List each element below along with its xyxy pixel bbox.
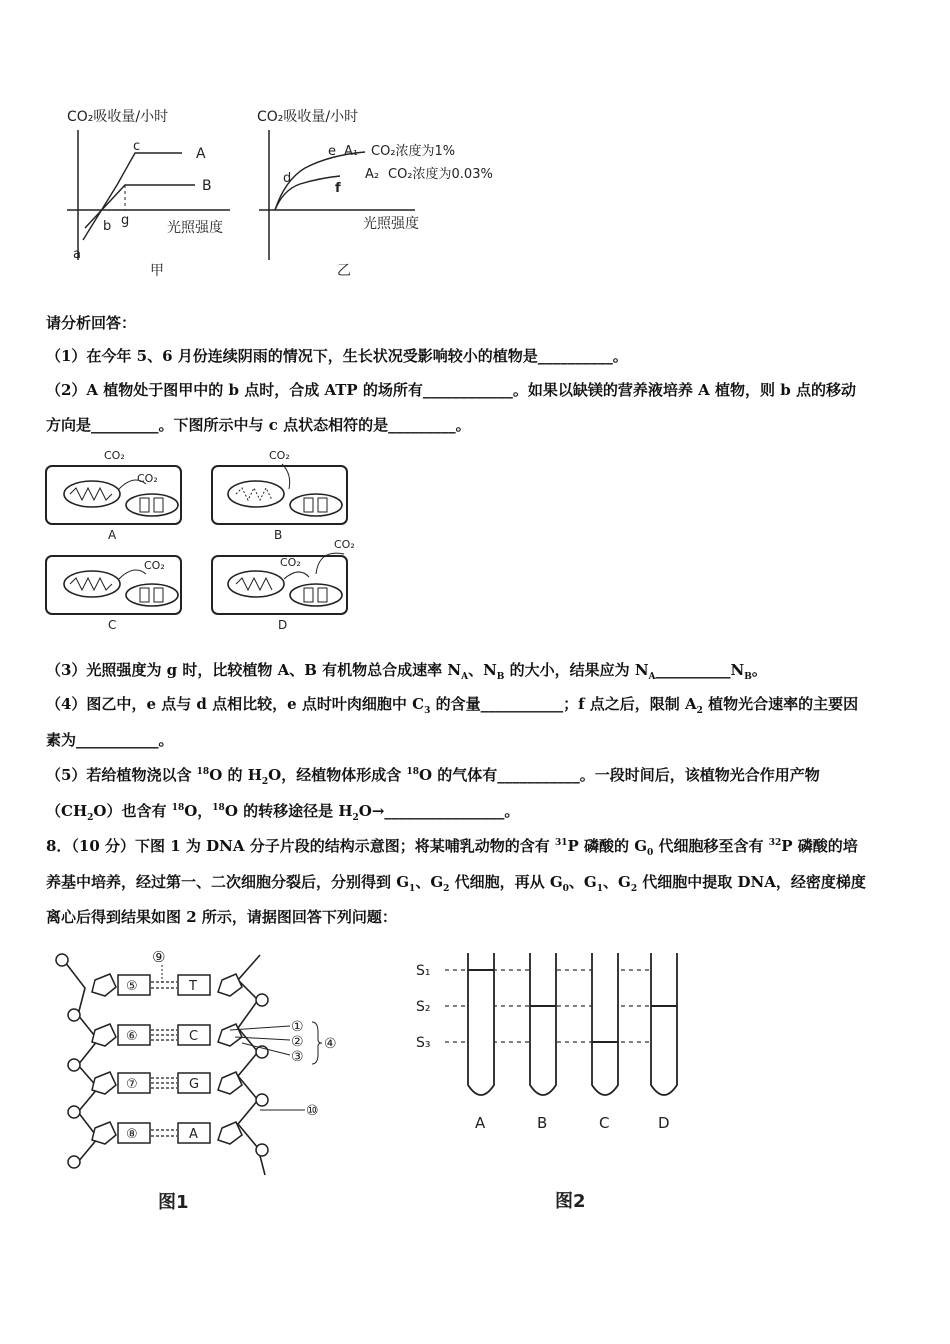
q7-sub5-p4: O 的转移途径是 H — [224, 802, 353, 820]
base-label-g: G — [189, 1077, 200, 1092]
q7-sub3-prefix: （3）光照强度为 g 时，比较植物 A、B 有机物总合成速率 N — [46, 661, 462, 679]
tube-label-a: A — [475, 1114, 486, 1132]
q8-l2-sub1b: 1 — [596, 884, 603, 894]
q7-sub5-sub2: 2 — [261, 777, 269, 787]
graph-yi-label-a2: A₂ — [365, 167, 380, 182]
tube-d — [651, 953, 677, 1095]
q8-l2-sub0: 0 — [562, 884, 569, 894]
q8-l2-sub2: 2 — [443, 884, 450, 894]
base-label-6: ⑥ — [126, 1029, 138, 1044]
graph-jia-point-a: a — [73, 247, 81, 262]
q7-sub4-end: 植物光合速率的主要因 — [702, 695, 859, 713]
q7-sub4-sub3: 3 — [424, 706, 431, 716]
q7-sub5-t2: O，经植物体形成含 — [268, 766, 407, 784]
graph-jia-point-c: c — [133, 139, 141, 154]
q8-l1-b: P 磷酸的 G — [567, 837, 648, 855]
q7-sub3-subA1: A — [461, 672, 469, 682]
tube-label-b: B — [537, 1114, 548, 1132]
base-label-7: ⑦ — [126, 1077, 138, 1092]
cell-d — [212, 538, 355, 632]
graph-jia-xlabel: 光照强度 — [167, 220, 223, 236]
figure-1-caption: 图1 — [158, 1192, 189, 1213]
q7-sub5-sup3: 18 — [171, 803, 185, 813]
graph-yi-caption: 乙 — [337, 263, 351, 279]
q7-sub5-line1 — [46, 764, 820, 787]
q8-sup32: 32 — [768, 838, 782, 848]
q8-l2-a: 养基中培养，经过第一、二次细胞分裂后，分别得到 G — [46, 873, 410, 891]
mitochondrion-icon — [290, 584, 342, 606]
tube-c — [592, 953, 618, 1095]
cell-b-label: B — [274, 528, 283, 542]
q7-sub5-t3: O 的气体有___________。一段时间后，该植物光合作用产物 — [418, 766, 820, 784]
q7-sub3-mid1: 、N — [468, 661, 497, 679]
figure-2-tubes — [410, 945, 700, 1220]
tube-label-c: C — [599, 1114, 610, 1132]
level-s1: S₁ — [416, 963, 431, 979]
label-9: ⑨ — [152, 948, 166, 966]
q7-sub4-line1 — [46, 693, 858, 716]
cell-diagrams — [44, 444, 374, 634]
base-label-t: T — [189, 979, 197, 994]
graph-yi-xlabel: 光照强度 — [363, 216, 419, 232]
q8-l1-c: 代细胞移至含有 — [653, 837, 769, 855]
q8-sub0: 0 — [647, 848, 654, 858]
q8-l2-c: 代细胞，再从 G — [449, 873, 563, 891]
q7-sub3-end: 。 — [751, 661, 767, 679]
cell-c-co2: CO₂ — [144, 559, 165, 572]
cell-d-co2-outer: CO₂ — [334, 538, 355, 551]
q8-l2-sub2b: 2 — [630, 884, 638, 894]
q7-sub4-prefix: （4）图乙中，e 点与 d 点相比较，e 点时叶肉细胞中 C — [46, 695, 425, 713]
q7-sub3-subA2: A — [648, 672, 656, 682]
q7-prompt: 请分析回答： — [46, 314, 137, 332]
graph-jia — [55, 100, 255, 285]
graph-jia-ylabel: CO₂吸收量/小时 — [67, 109, 169, 125]
q7-sub5-sub-ch2o: 2 — [87, 813, 94, 823]
graph-yi-note-a1: CO₂浓度为1% — [371, 144, 456, 159]
graph-jia-point-b: b — [103, 219, 112, 234]
cell-a-label: A — [108, 528, 117, 542]
q8-l2-b: 、G — [415, 873, 444, 891]
q7-sub4-line2: 素为___________。 — [46, 731, 174, 749]
q7-sub5-t1: O 的 H — [209, 766, 262, 784]
graph-jia-caption: 甲 — [150, 263, 164, 279]
q7-sub3-blank: __________N — [655, 661, 745, 679]
tube-label-d: D — [658, 1114, 670, 1132]
graph-yi-point-f: f — [335, 181, 341, 196]
q8-l2-sub1: 1 — [409, 884, 416, 894]
figure-1-dna — [50, 940, 350, 1220]
q7-sub4-sub2: 2 — [696, 706, 703, 716]
tube-a — [468, 953, 494, 1095]
q8-line3: 离心后得到结果如图 2 所示，请据图回答下列问题： — [46, 908, 397, 926]
graph-jia-label-a: A — [196, 146, 206, 162]
figure-2-caption: 图2 — [555, 1191, 586, 1212]
q7-sub4-mid: 的含量___________；f 点之后，限制 A — [430, 695, 697, 713]
graph-yi-point-e: e — [328, 144, 336, 159]
cell-c — [46, 556, 181, 632]
cell-b-co2-top: CO₂ — [269, 449, 290, 462]
graph-jia-point-g: g — [121, 213, 130, 228]
level-s3: S₃ — [416, 1035, 431, 1051]
base-label-5: ⑤ — [126, 979, 138, 994]
base-label-8: ⑧ — [126, 1127, 138, 1142]
q8-line2 — [46, 871, 866, 894]
q7-sub5-line2 — [46, 800, 519, 823]
mitochondrion-icon — [126, 584, 178, 606]
q7-sub5-sup4: 18 — [212, 803, 225, 813]
base-label-c: C — [189, 1029, 199, 1044]
q8-l2-e: 、G — [603, 873, 631, 891]
graph-yi — [255, 100, 545, 285]
q7-sub5-p2: O）也含有 — [93, 802, 172, 820]
mitochondrion-icon — [290, 494, 342, 516]
q7-sub3-mid2: 的大小，结果应为 N — [504, 661, 649, 679]
label-10: ⑩ — [306, 1103, 319, 1119]
label-1: ① — [291, 1019, 304, 1035]
tube-b — [530, 953, 556, 1095]
q7-sub5-sub-h2o: 2 — [352, 813, 359, 823]
q7-sub3-subB1: B — [496, 672, 505, 682]
deoxyribose-pentagons — [92, 974, 242, 1144]
q8-l2-f: 代细胞中提取 DNA，经密度梯度 — [637, 873, 866, 891]
label-4: ④ — [324, 1036, 337, 1052]
q7-sub5-prefix: （5）若给植物浇以含 — [46, 766, 197, 784]
q7-sub5-p5: O→________________。 — [358, 802, 520, 820]
q7-sub3 — [46, 659, 767, 682]
cell-a — [46, 449, 181, 542]
graph-yi-ylabel: CO₂吸收量/小时 — [257, 109, 359, 125]
label-3: ③ — [291, 1049, 304, 1065]
mitochondrion-icon — [126, 494, 178, 516]
cell-a-co2-top: CO₂ — [104, 449, 125, 462]
graph-jia-label-b: B — [202, 178, 212, 194]
cell-d-co2-inner: CO₂ — [280, 556, 301, 569]
q7-sub3-subB2: B — [744, 672, 752, 682]
level-s2: S₂ — [416, 999, 431, 1015]
graph-yi-point-d: d — [283, 171, 292, 186]
q8-line1 — [46, 835, 858, 858]
q8-l1-d: P 磷酸的培 — [781, 837, 858, 855]
cell-c-label: C — [108, 618, 117, 632]
cell-a-co2-inner: CO₂ — [137, 472, 158, 485]
q7-sub2-line1: （2）A 植物处于图甲中的 b 点时，合成 ATP 的场所有____________。如果以缺镁的营养液培养 A 植物，则 b 点的移动 — [46, 381, 856, 399]
q8-l1-a: 8．（10 分）下图 1 为 DNA 分子片段的结构示意图；将某哺乳动物的含有 — [46, 837, 555, 855]
q7-sub5-p1: （CH — [46, 802, 88, 820]
q7-sub2-line2: 方向是_________。下图所示中与 c 点状态相符的是_________。 — [46, 416, 471, 434]
dna-right-backbone — [238, 955, 265, 1175]
graph-yi-note-a2: CO₂浓度为0.03% — [388, 167, 493, 182]
cell-b — [212, 449, 347, 542]
q8-l2-d: 、G — [568, 873, 597, 891]
hydrogen-bonds — [151, 982, 177, 1136]
q7-sub5-sup1: 18 — [196, 767, 210, 777]
q8-sup31: 31 — [554, 838, 568, 848]
label-2: ② — [291, 1034, 304, 1050]
q7-sub1: （1）在今年 5、6 月份连续阴雨的情况下，生长状况受影响较小的植物是__________。 — [46, 347, 628, 365]
graph-yi-label-a1: A₁ — [344, 144, 359, 159]
cell-d-label: D — [278, 618, 288, 632]
q7-sub5-sup2: 18 — [406, 767, 419, 777]
base-label-a: A — [189, 1127, 198, 1142]
q7-sub5-p3: O， — [184, 802, 213, 820]
